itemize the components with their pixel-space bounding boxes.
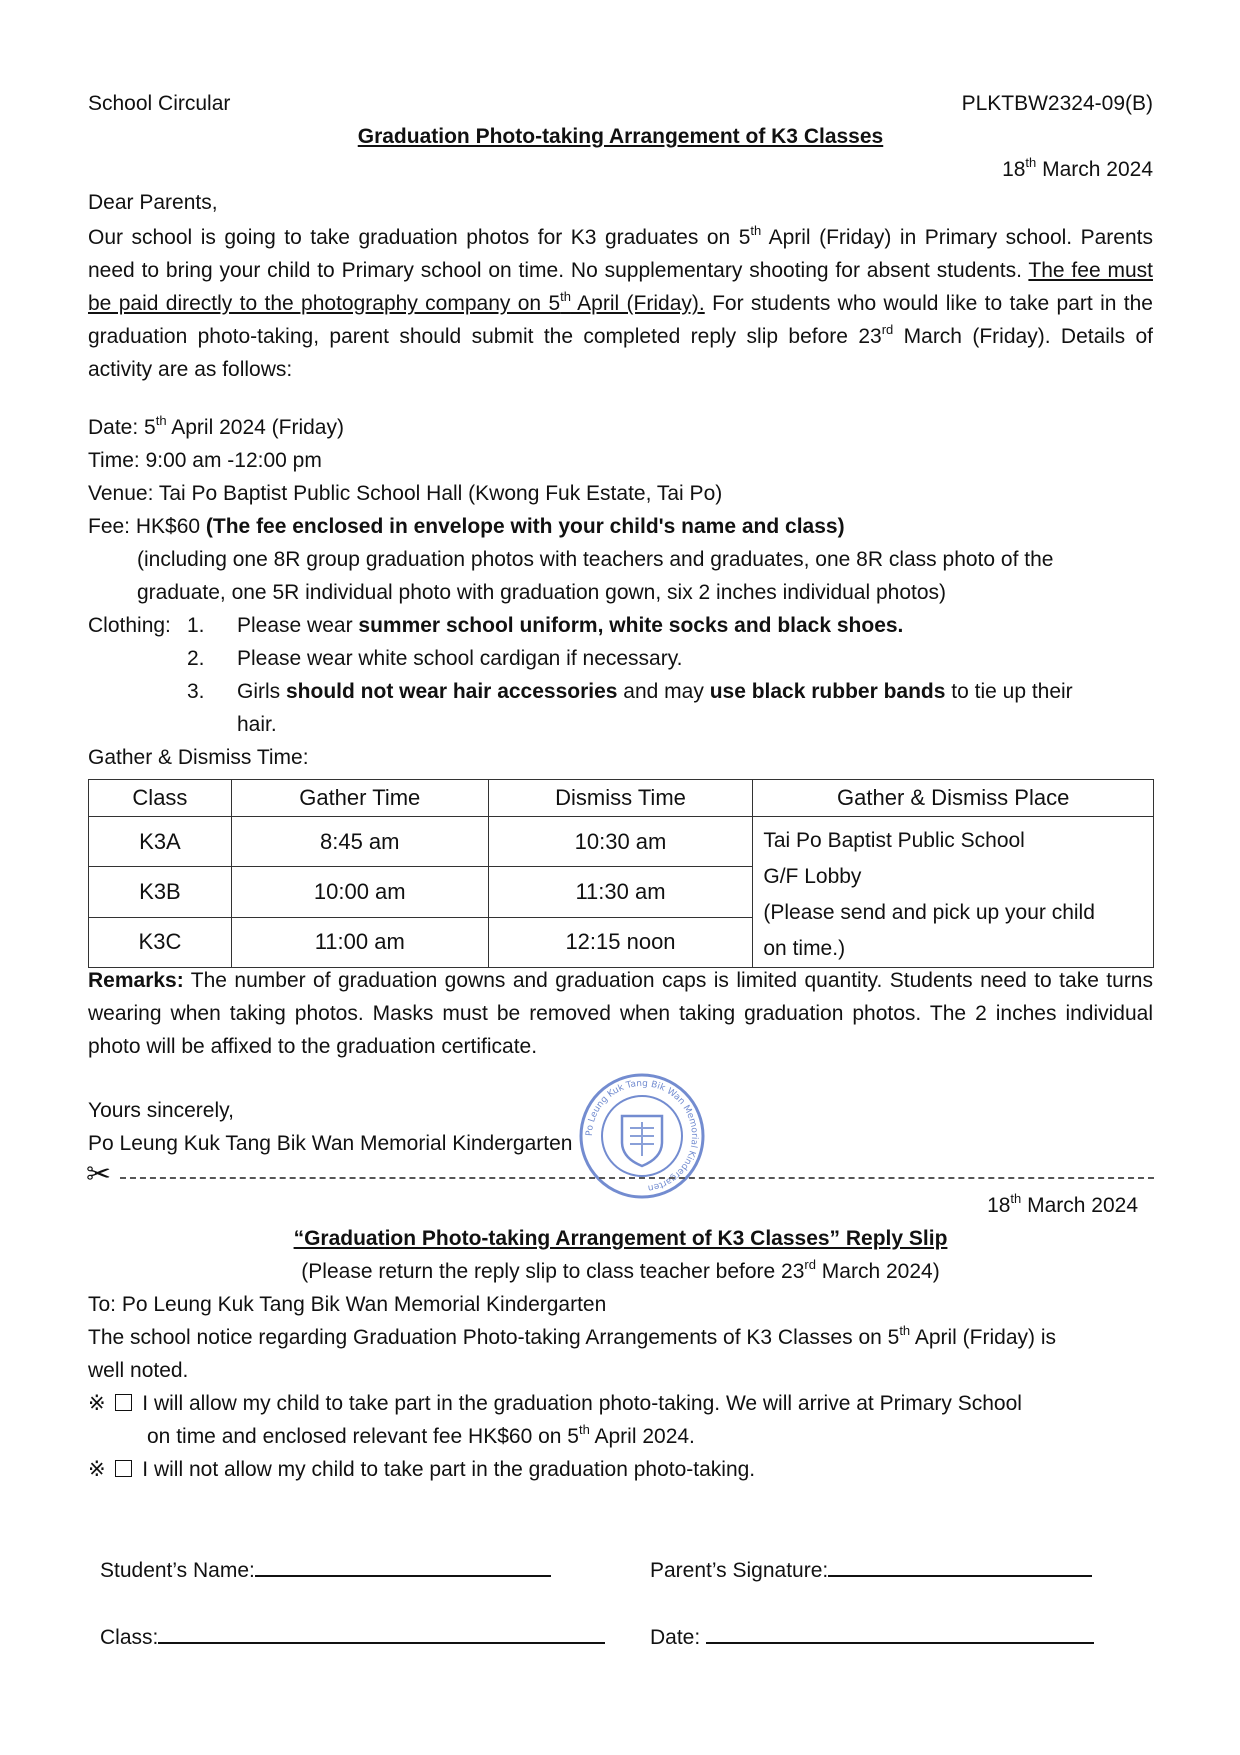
allow-checkbox[interactable] [115,1394,132,1411]
scissors-icon: ✂ [86,1158,112,1191]
table-header-row [89,780,1154,817]
class-cell: K3C [89,917,232,967]
column-header: Class [89,780,232,817]
class-cell: K3B [89,867,232,917]
schedule-table [88,779,1154,968]
reference-mark-icon: ※ [88,1458,106,1481]
clothing-item-1: Clothing: 1. Please wear summer school uniform, white socks and black shoes. [88,614,904,637]
reply-date: 18th March 2024 [987,1191,1138,1217]
gather-time-cell: 11:00 am [231,917,488,967]
cut-line-divider [120,1177,1154,1179]
column-header: Dismiss Time [488,780,753,817]
detail-time: Time: 9:00 am -12:00 pm [88,449,322,472]
class-cell: K3A [89,817,232,867]
gather-dismiss-label: Gather & Dismiss Time: [88,746,309,769]
reply-title: “Graduation Photo-taking Arrangement of K3 Classes” Reply Slip [293,1227,948,1250]
option-allow-cont: on time and enclosed relevant fee HK$60 on 5th April 2024. [147,1422,695,1448]
dismiss-time-cell: 12:15 noon [488,917,753,967]
gather-time-cell: 10:00 am [231,867,488,917]
remarks-paragraph: Remarks: The number of graduation gowns and graduation caps is limited quantity. Students need to take turns wearing when taking photos. Masks must be removed when taking graduation photos. The 2 inches individual photo will be affixed to the graduation certificate. [88,969,1153,1058]
reply-recipient: To: Po Leung Kuk Tang Bik Wan Memorial Kindergarten [88,1293,607,1316]
closing-school-name: Po Leung Kuk Tang Bik Wan Memorial Kindergarten [88,1132,573,1155]
header-row [88,89,1153,119]
place-cell: Tai Po Baptist Public School G/F Lobby (Please send and pick up your child on time.) [753,817,1154,968]
svg-text:Po Leung Kuk Tang Bik Wan Memo: Po Leung Kuk Tang Bik Wan Memorial Kindergarten [584,1078,700,1193]
fee-inclusion-line-2: graduate, one 5R individual photo with graduation gown, six 2 inches individual photos) [137,581,947,604]
reply-notice-line-1: The school notice regarding Graduation Photo-taking Arrangements of K3 Classes on 5th April (Friday) is [88,1323,1057,1349]
issue-date: 18th March 2024 [1002,155,1153,181]
dismiss-time-cell: 10:30 am [488,817,753,867]
intro-paragraph: Our school is going to take graduation photos for K3 graduates on 5th April (Friday) in Primary school. Parents need to bring your child to Primary school on time. No supplementary shooting for absent students. The fee must be paid directly to the photography company on 5th April (Friday). For students who would like to take part in the graduation photo-taking, parent should submit the completed reply slip before 23rd March (Friday). Details of activity are as follows: [88,223,1153,381]
school-seal-stamp [578,1072,706,1200]
circular-label: School Circular [88,92,231,115]
gather-time-cell: 8:45 am [231,817,488,867]
decline-checkbox[interactable] [115,1460,132,1477]
student-name-label: Student’s Name: [100,1559,255,1582]
reference-mark-icon: ※ [88,1392,106,1415]
detail-fee: Fee: HK$60 (The fee enclosed in envelope with your child's name and class) [88,515,845,538]
table-row [89,817,1154,867]
circular-page: School Circular PLKTBW2324-09(B) Graduation Photo-taking Arrangement of K3 Classes 18th March 2024 Dear Parents, Our school is going to take graduation photos for K3 graduates on 5th April (Friday) in Primary school. Parents need to bring your child to Primary school on time. No supplementary shooting for absent students. The fee must be paid directly to the photography company on 5th April (Friday). For students who would like to take part in the graduation photo-taking, parent should submit the completed reply slip before 23rd March (Friday). Details of activity are as follows: Date: 5th April 2024 (Friday) Time: 9:00 am -12:00 pm Venue: Tai Po Baptist Public School Hall (Kwong Fuk Estate, Tai Po) Fee: HK$60 (The fee enclosed in envelope with your child's name and class) (including one 8R group graduation photos with teachers and graduates, one 8R class photo of the graduate, one 5R individual photo with graduation gown, six 2 inches individual photos) Clothing: 1. Please wear summer school uniform, white socks and black shoes. 2. Please wear white school cardigan if necessary. 3. Girls should not wear hair accessories and may use black rubber bands to tie up their hair. Gather & Dismiss Time: Class Gather Time Dismiss Time Gather & Dismiss Place K3A 8:45 am 10:30 am Tai Po Baptist Public School G/F Lobby (Please send and pick up your child on time.) K3B 10:00 am 11:30 am K3C 11:00 am 12:15 noon Remarks: The number of graduation gowns and graduation caps is limited quantity. Students need to take turns wearing when taking photos. Masks must be removed when taking graduation photos. The 2 inches individual photo will be affixed to the graduation certificate. Yours sincerely, Po Leung Kuk Tang Bik Wan Memorial Kindergarten Po Leung Kuk Tang Bik Wan Memorial Kindergarten ✂ 18th March 2024 “Graduation Photo-taking Arrangement of K3 Classes” Reply Slip (Please return the reply slip to class teacher before 23rd March 2024) To: Po Leung Kuk Tang Bik Wan Memorial Kindergarten The school notice regarding Graduation Photo-taking Arrangements of K3 Classes on 5th April (Friday) is well noted. ※ I will allow my child to take part in the graduation photo-taking. We will arrive at Primary School on time and enclosed relevant fee HK$60 on 5th April 2024. ※ I will not allow my child to take part in the graduation photo-taking. Student’s Name: Parent’s Signature: Class: Date: [0,0,1240,1755]
column-header: Gather Time [231,780,488,817]
column-header: Gather & Dismiss Place [753,780,1154,817]
dismiss-time-cell: 11:30 am [488,867,753,917]
detail-venue: Venue: Tai Po Baptist Public School Hall (Kwong Fuk Estate, Tai Po) [88,482,723,505]
closing-yours: Yours sincerely, [88,1099,234,1122]
option-allow: ※ I will allow my child to take part in the graduation photo-taking. We will arrive at Primary School [88,1392,1022,1415]
class-label: Class: [100,1626,159,1649]
option-decline: ※ I will not allow my child to take part in the graduation photo-taking. [88,1458,756,1481]
parent-signature-field[interactable] [650,1553,1110,1586]
clothing-label: Clothing: [88,614,171,637]
reply-subtitle: (Please return the reply slip to class teacher before 23rd March 2024) [301,1257,940,1283]
date-label: Date: [650,1626,701,1649]
page-title-row [88,122,1153,152]
salutation: Dear Parents, [88,191,218,214]
reply-notice-line-2: well noted. [88,1359,189,1382]
fee-inclusion-line-1: (including one 8R group graduation photos with teachers and graduates, one 8R class photo of the [137,548,1054,571]
parent-signature-label: Parent’s Signature: [650,1559,829,1582]
fee-payment-note: The fee must be paid directly to the photography company on 5th April (Friday). [88,259,1153,315]
page-title: Graduation Photo-taking Arrangement of K3 Classes [357,125,884,148]
date-field[interactable] [650,1620,1110,1653]
reply-title-row [88,1224,1153,1254]
reference-number: PLKTBW2324-09(B) [961,92,1153,115]
detail-date: Date: 5th April 2024 (Friday) [88,413,344,439]
